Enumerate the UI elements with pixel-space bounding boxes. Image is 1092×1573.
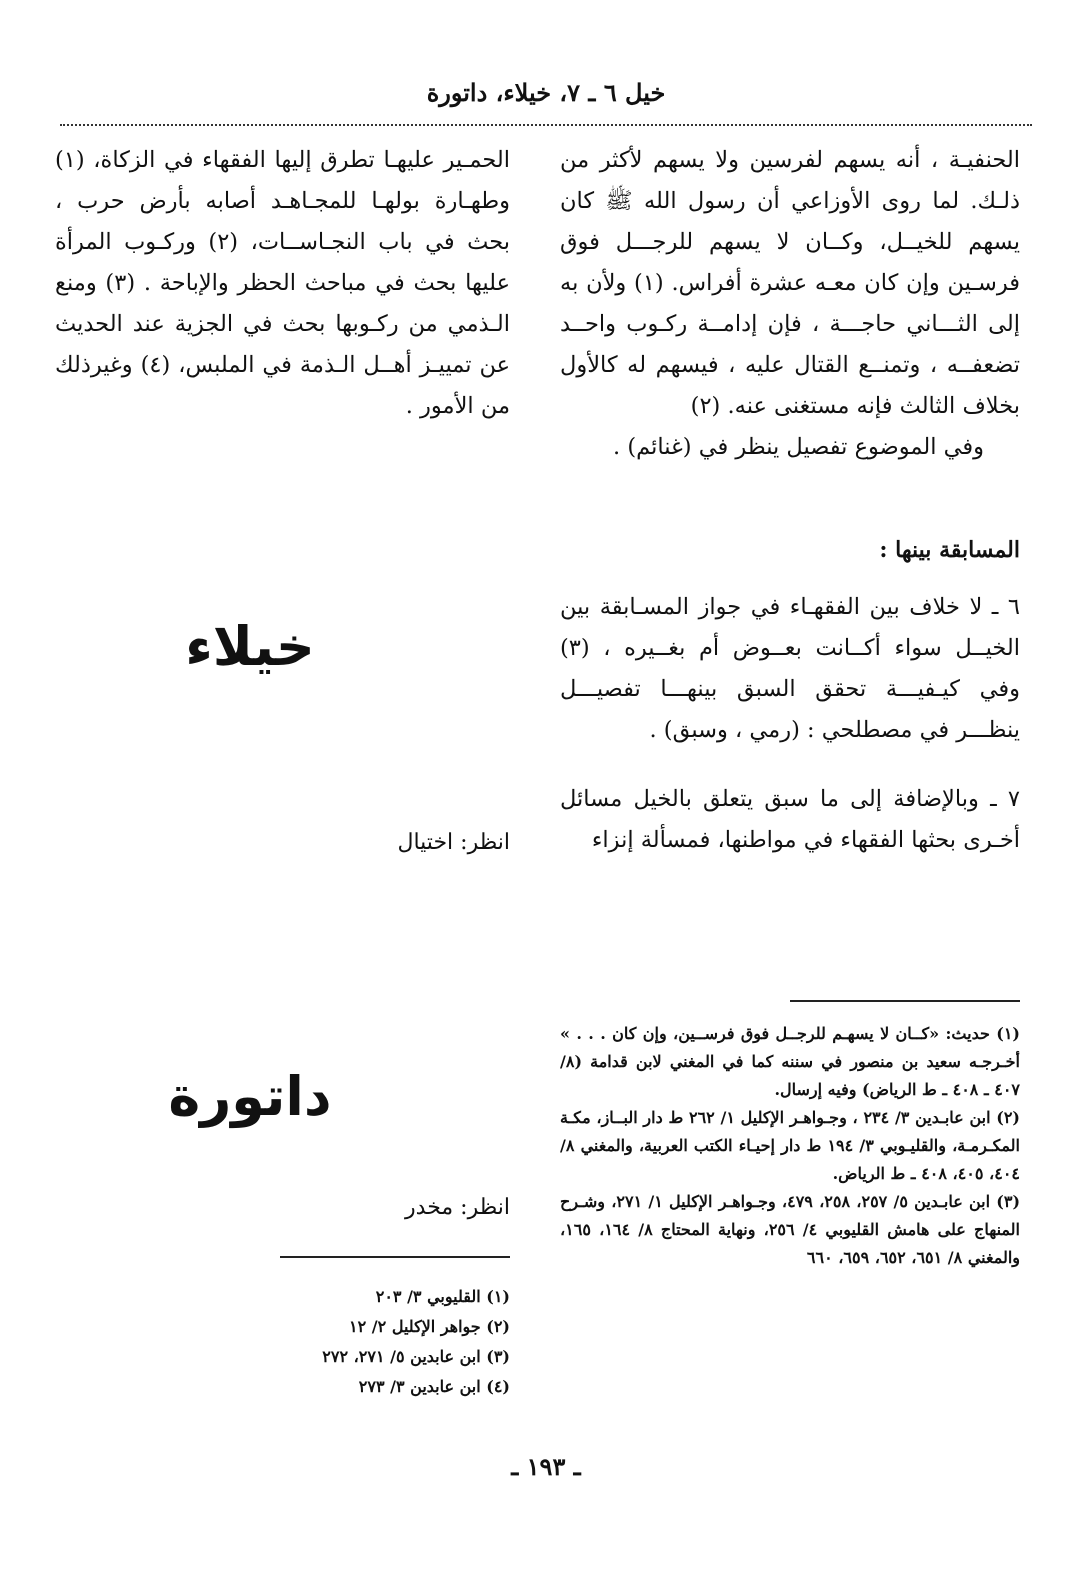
footnote: (١) حديث: «كــان لا يسهـم للرجــل فوق فرســين، وإن كان . . . » أخـرجـه سعيد بن منصور في سننه كما في المغني لابن قدامة (٨/ ٤٠٧ ـ ٤٠٨ ـ ط الرياض) وفيه إرسال.	[560, 1024, 1020, 1099]
running-header: خيل ٦ ـ ٧، خيلاء، داتورة	[426, 78, 666, 107]
footnotes-left	[230, 1282, 510, 1402]
left-column	[55, 140, 510, 427]
footnote: (٤) ابن عابدين ٣/ ٢٧٣	[358, 1377, 510, 1396]
footnote: (٢) ابن عابـدين ٣/ ٢٣٤ ، وجـواهـر الإكليل ١/ ٢٦٢ ط دار البــاز، مكـة المكـرمـة، والقليـوبي ٣/ ١٩٤ ط دار إحيـاء الكتب العربية، والمغني ٨/ ٤٠٤، ٤٠٥، ٤٠٨ ـ ط الرياض.	[560, 1108, 1020, 1183]
section-subheading: المسابقة بينها :	[879, 537, 1020, 563]
entry-title-khuyala: خيلاء	[185, 615, 315, 678]
footnote: (٢) جواهر الإكليل ٢/ ١٢	[349, 1317, 510, 1336]
footnote: (١) القليوبي ٣/ ٢٠٣	[375, 1287, 510, 1306]
see-reference-datura: انظر: مخدر	[405, 1195, 510, 1220]
right-column	[560, 140, 1020, 861]
body-paragraph: الحنفيـة ، أنه يسهم لفرسين ولا يسهم لأكثر من ذلـك. لما روى الأوزاعي أن رسول الله ﷺ كان يسهم للخيــل، وكــان لا يسهم للرجـــل فوق فرسـين وإن كان معـه عشرة أفراس. (١) ولأن به إلى الثـــاني حاجـــة ، فإن إدامــة ركـوب واحــد تضعفــه ، وتمنــع القتال عليه ، فيسهم له كالأول بخلاف الثالث فإنه مستغنى عنه. (٢)	[560, 147, 1020, 419]
numbered-paragraph: ٦ ـ لا خلاف بين الفقهـاء في جواز المسـابقة بين الخيــل سواء أكــانت بعــوض أم بغــيره ، (٣) وفي كيـفيـــة تحقق السبق بينهـــا تفصيـــل ينظـــر في مصطلحي : (رمي ، وسبق) .	[560, 594, 1020, 743]
footnote: (٣) ابن عابدين ٥/ ٢٧١، ٢٧٢	[322, 1347, 510, 1366]
numbered-paragraph: ٧ ـ وبالإضافة إلى ما سبق يتعلق بالخيل مسائل أخـرى بحثها الفقهاء في مواطنها، فمسألة إنزاء	[560, 786, 1020, 853]
footnote-separator	[790, 1000, 1020, 1002]
header-dotted-rule	[60, 124, 1032, 126]
footnotes-right	[560, 1020, 1020, 1272]
footnote-separator	[280, 1256, 510, 1258]
footnote: (٣) ابن عابـدين ٥/ ٢٥٧، ٢٥٨، ٤٧٩، وجـواهـر الإكليل ١/ ٢٧١، وشـرح المنهاج على هامش القليوبي ٤/ ٢٥٦، ونهاية المحتاج ٨/ ١٦٤، ١٦٥، والمغني ٨/ ٦٥١، ٦٥٢، ٦٥٩، ٦٦٠	[560, 1192, 1021, 1267]
see-reference-khuyala: انظر: اختيال	[397, 830, 510, 855]
body-paragraph: الحمـير عليهـا تطرق إليها الفقهاء في الزكاة، (١) وطهـارة بولهـا للمجـاهـد أصابه بأرض حرب ، بحث في باب النجـاســات، (٢) وركـوب المرأة عليها بحث في مباحث الحظر والإباحة . (٣) ومنع الـذمي من ركـوبها بحث في الجزية عند الحديث عن تمييـز أهــل الـذمة في الملبس، (٤) وغيرذلك من الأمور .	[55, 147, 511, 419]
body-paragraph: وفي الموضوع تفصيل ينظر في (غنائم) .	[613, 434, 984, 460]
page-number: ـ ١٩٣ ـ	[511, 1452, 581, 1481]
entry-title-datura: داتورة	[168, 1065, 332, 1128]
